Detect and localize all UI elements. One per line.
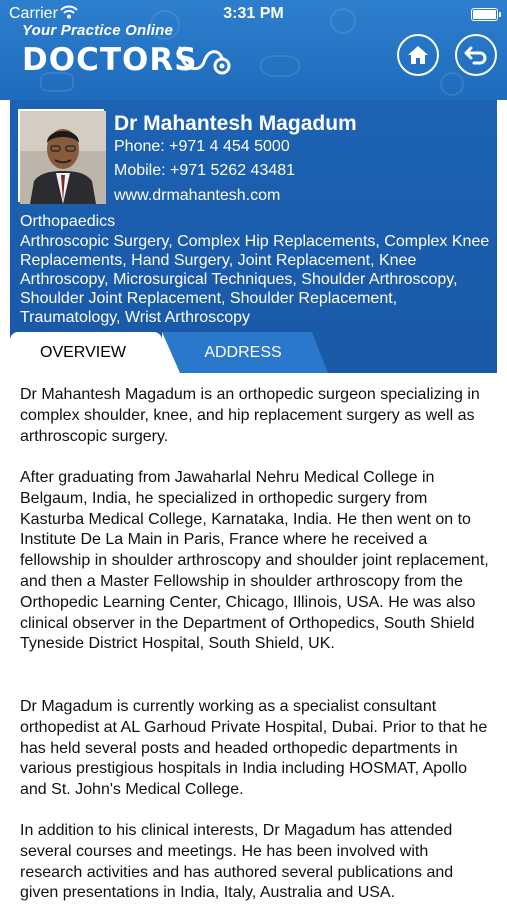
back-button[interactable]: [455, 34, 497, 76]
doctor-name: Dr Mahantesh Magadum: [114, 112, 357, 135]
profile-tabs: [10, 332, 497, 373]
doctor-phone[interactable]: Phone: +971 4 454 5000: [114, 138, 290, 155]
tab-address[interactable]: [162, 332, 312, 373]
carrier-label: Carrier: [9, 5, 58, 22]
logo-tagline: Your Practice Online: [22, 22, 173, 39]
doctor-mobile[interactable]: Mobile: +971 5262 43481: [114, 162, 296, 179]
overview-content[interactable]: [0, 373, 507, 902]
back-arrow-icon: [464, 45, 488, 65]
overview-paragraph: After graduating from Jawaharlal Nehru Medical College in Belgaum, India, he specialized in orthopedic surgery from Kasturba Medical College, Karnataka, India. He then went on to Institute De La Main in Paris, France where he received a fellowship in shoulder arthroscopy and shoulder joint replacement, and then a Master Fellowship in shoulder arthroscopy from the Orthopedic Learning Center, Chicago, Illinois, USA. He was also clinical observer in the Department of Orthopedics, South Shield Tyneside District Hospital, South Shield, UK.: [20, 469, 489, 653]
overview-paragraph: In addition to his clinical interests, Dr Magadum has attended several courses and meetings. He has been involved with research activities and has authored several publications and given presentations in India, Italy, Australia and USA.: [20, 822, 454, 902]
logo-title: DOCTORS: [22, 42, 198, 78]
tab-overview[interactable]: [10, 332, 162, 373]
tab-overview-label: OVERVIEW: [40, 343, 126, 361]
app-header: [0, 0, 507, 100]
overview-paragraph: Dr Mahantesh Magadum is an orthopedic surgeon specializing in complex shoulder, knee, and hip replacement surgery as well as arthroscopic surgery.: [20, 386, 480, 445]
clock-label: 3:31 PM: [223, 5, 284, 22]
tab-address-label: ADDRESS: [204, 343, 282, 361]
battery-tip: [499, 12, 501, 17]
background-doodle: [440, 72, 464, 96]
doctor-website-link[interactable]: www.drmahantesh.com: [114, 187, 281, 204]
background-doodle: [260, 55, 300, 77]
doctor-subspecialties: Arthroscopic Surgery, Complex Hip Replacements, Complex Knee Replacements, Hand Surgery, Joint Replacement, Knee Arthroscopy, Microsurgical Techniques, Shoulder Arthroscopy, Shoulder Joint Replacement, Shoulder Replacement, Traumatology, Wrist Arthroscopy: [20, 233, 490, 326]
battery-icon: [471, 8, 498, 21]
overview-paragraph: Dr Magadum is currently working as a specialist consultant orthopedist at AL Garhoud Private Hospital, Dubai. Prior to that he has held several posts and headed orthopedic departments in various prestigious hospitals in India including HOSMAT, Apollo and St. John's Medical College.: [20, 698, 488, 799]
stethoscope-icon: [178, 40, 230, 86]
doctor-photo: [18, 109, 104, 202]
home-button[interactable]: [397, 34, 439, 76]
doctor-specialty: Orthopaedics: [20, 213, 116, 230]
home-icon: [407, 45, 429, 65]
doctor-profile-panel: [10, 100, 497, 332]
